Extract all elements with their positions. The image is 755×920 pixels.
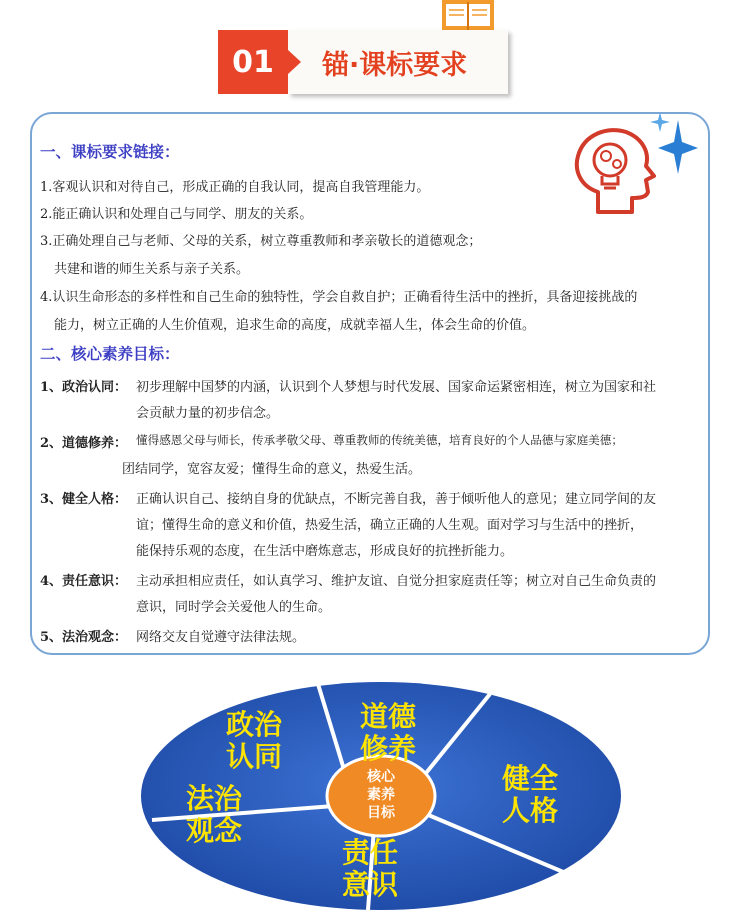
segment-text: 健全 [501,762,559,795]
segment-text: 人格 [501,794,559,827]
book-icon [440,0,496,32]
core-goal-text: 谊；懂得生命的意义和价值，热爱生活，确立正确的人生观。面对学习与生活中的挫折， [136,518,644,533]
standard-item-4: 4.认识生命形态的多样性和自己生命的独特性，学会自救自护；正确看待生活中的挫折，具备迎接挑战的 [40,290,638,305]
standard-item-1: 1.客观认识和对待自己，形成正确的自我认同，提高自我管理能力。 [40,180,430,195]
segment-text: 责任 [341,836,399,869]
core-goal-label: 3、健全人格： [40,492,128,507]
section-banner [218,30,508,94]
core-goal-label: 5、法治观念： [40,630,128,645]
core-goal-text: 网络交友自觉遵守法律法规。 [136,630,306,645]
center-text: 核心 [367,769,395,785]
head-gear-icon [568,126,660,214]
segment-text: 认同 [225,740,283,773]
core-goal-text: 懂得感恩父母与师长，传承孝敬父母、尊重教师的传统美德，培育良好的个人品德与家庭美德； [136,433,623,447]
segment-text: 法治 [185,782,243,815]
core-goal-text: 主动承担相应责任，如认真学习、维护友谊、自觉分担家庭责任等；树立对自己生命负责的 [136,574,657,589]
standard-item-2: 2.能正确认识和处理自己与同学、朋友的关系。 [40,207,313,222]
segment-text: 道德 [359,700,417,733]
core-goal-text: 团结同学，宽容友爱；懂得生命的意义，热爱生活。 [122,462,422,477]
center-text: 目标 [367,805,395,821]
banner-number: 01 [218,30,288,94]
center-text: 素养 [367,787,395,803]
banner-title: 锚·课标要求 [288,30,508,94]
banner-arrow [288,50,301,74]
sparkle-icon [648,112,700,176]
core-goal-text: 能保持乐观的态度，在生活中磨炼意志，形成良好的抗挫折能力。 [136,544,514,559]
section2-heading: 二、核心素养目标： [40,345,180,363]
core-goal-label: 1、政治认同： [40,380,128,395]
segment-text: 修养 [359,732,417,765]
core-goal-text: 正确认识自己、接纳自身的优缺点，不断完善自我，善于倾听他人的意见；建立同学间的友 [136,492,657,507]
core-goal-text: 初步理解中国梦的内涵，认识到个人梦想与时代发展、国家命运紧密相连，树立为国家和社 [136,380,657,395]
core-goal-label: 2、道德修养： [40,436,128,451]
section1-heading: 一、课标要求链接： [40,143,180,161]
core-goal-text: 会贡献力量的初步信念。 [136,406,280,421]
segment-text: 观念 [185,814,243,847]
standard-item-3-cont: 共建和谐的师生关系与亲子关系。 [54,262,250,277]
core-goal-label: 4、责任意识： [40,574,128,589]
standard-item-3: 3.正确处理自己与老师、父母的关系，树立尊重教师和孝亲敬长的道德观念； [40,234,482,249]
core-literacy-diagram [138,678,624,914]
standard-item-4-cont: 能力，树立正确的人生价值观，追求生命的高度，成就幸福人生，体会生命的价值。 [54,318,536,333]
segment-text: 意识 [341,868,399,901]
core-goal-text: 意识，同时学会关爱他人的生命。 [136,600,332,615]
segment-text: 政治 [225,708,283,741]
